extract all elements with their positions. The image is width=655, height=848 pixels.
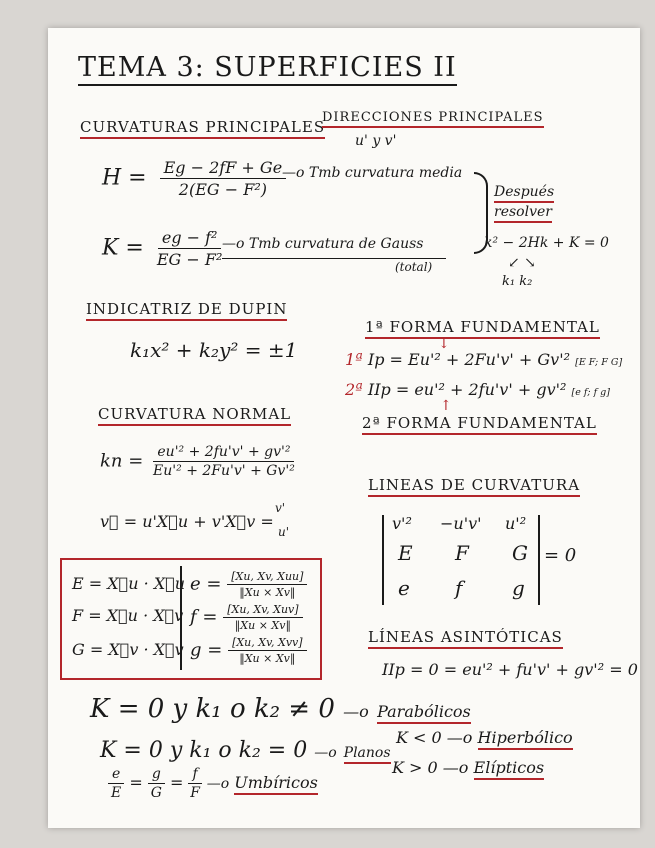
h-note-text: —o Tmb curvatura media [282,165,463,181]
coef-g-lhs: g = [190,639,223,661]
h-lhs: H = [102,165,147,191]
normal-heading [98,405,291,423]
first-form-heading-text: 1ª FORMA FUNDAMENTAL [365,318,600,339]
normal-denominator: Eu'² + 2Fu'v' + Gv'² [153,463,295,479]
det-r3c2: f [455,576,463,600]
despues-line1 [494,184,554,200]
coef-F: F = X⃗u · X⃗v [72,606,184,625]
det-r3c3: g [512,576,525,600]
dupin-heading-text: INDICATRIZ DE DUPIN [86,300,287,321]
coef-g [190,636,307,665]
first-form-arrow: ↓ [438,336,450,352]
parabolic-condition: K = 0 y k₁ o k₂ ≠ 0 [90,694,335,724]
curvaturas-heading [80,118,325,136]
coef-f-fraction [223,603,302,632]
direcciones-heading-text: DIRECCIONES PRINCIPALES [322,110,544,128]
normal-lhs: kn = [100,450,144,472]
umb-arrow: —o [206,776,230,792]
det-r1c1: v'² [392,514,412,533]
coef-G: G = X⃗v · X⃗v [72,640,184,659]
page-title-text: TEMA 3: SUPERFICIES II [78,52,457,86]
parabolic-arrow: —o [343,702,369,721]
umb-frac-f-num: f [188,766,201,784]
k-lhs: K = [102,235,144,261]
second-form-label: 2ª [345,380,363,399]
first-form-formula: Ip = Eu'² + 2Fu'v' + Gv'² [367,350,571,369]
second-form-heading-text: 2ª FORMA FUNDAMENTAL [362,414,597,435]
first-form-heading [365,318,600,336]
despues-line2-text: resolver [494,204,552,223]
normal-fraction [153,444,295,479]
first-form-label: 1ª [345,350,363,369]
vector-branch-bottom: u' [278,525,290,539]
det-r1c3: u'² [505,514,527,533]
normal-numerator: eu'² + 2fu'v' + gv'² [153,444,294,462]
coef-f-den: ‖Xu × Xv‖ [234,619,291,632]
coef-g-fraction [228,636,307,665]
h-formula [102,158,286,199]
umb-frac-f-den: F [190,785,200,801]
umb-frac-e-den: E [111,785,122,801]
direcciones-sub: u' y v' [355,133,397,149]
k-denominator: EG − F² [156,250,223,269]
hyperbolic-row [396,728,573,747]
vector-branch-top: v' [275,501,286,515]
asintoticas-heading-text: LÍNEAS ASINTÓTICAS [368,628,563,649]
planar-row [100,738,391,763]
elliptic-label: Elípticos [474,758,545,780]
coef-E: E = X⃗u · X⃗u [72,574,186,593]
page-title [78,52,457,83]
planar-label: Planos [344,745,391,764]
quadratic-equation: k² − 2Hk + K = 0 [484,235,609,251]
hyperbolic-condition: K < 0 —o [396,728,473,747]
det-right-bar [538,515,540,605]
h-numerator: Eg − 2fF + Ge [160,158,287,179]
parabolic-row [90,694,471,724]
k-note-underline [222,258,446,259]
coef-e-lhs: e = [190,573,222,595]
asintoticas-heading [368,628,563,646]
lineas-curvatura-heading [368,476,580,494]
coef-f-num: [Xu, Xv, Xuv] [223,603,302,618]
coef-f-lhs: f = [190,606,218,628]
coef-e-num: [Xu, Xv, Xuu] [227,570,307,585]
umbilic-label: Umbíricos [234,773,318,795]
coef-e-den: ‖Xu × Xv‖ [239,586,296,599]
umb-frac-g-num: g [148,766,165,784]
k-fraction [157,228,223,269]
det-r1c2: −u'v' [440,514,482,533]
lineas-curvatura-heading-text: LINEAS DE CURVATURA [368,476,580,497]
umb-frac-e-num: e [108,766,124,784]
parabolic-label: Parabólicos [377,702,471,724]
normal-formula [100,444,295,479]
h-denominator: 2(EG − F²) [178,180,267,199]
dupin-heading [86,300,287,318]
root-arrows: ↙ ↘ [508,255,536,271]
direcciones-heading [322,110,544,125]
roots: k₁ k₂ [502,274,533,289]
second-form-matrix: [e f; f g] [571,387,610,398]
det-r2c3: G [512,541,528,565]
coef-f [190,603,303,632]
det-r2c2: F [455,541,469,565]
det-equals: = 0 [544,545,577,566]
k-formula [102,228,222,269]
second-form-arrow: ↑ [440,398,452,414]
det-r3c1: e [398,576,410,600]
umb-frac-g-den: G [150,785,162,801]
k-note: —o Tmb curvatura de Gauss [222,236,424,252]
h-fraction [160,158,287,199]
umb-frac-g [148,766,165,801]
planar-arrow: —o [314,745,337,761]
hyperbolic-label: Hiperbólico [478,728,573,750]
coef-e [190,570,307,599]
coef-g-num: [Xu, Xv, Xvv] [228,636,307,651]
normal-heading-text: CURVATURA NORMAL [98,405,291,426]
second-form-heading [362,414,597,432]
umbilic-row [108,766,318,801]
det-r2c1: E [398,541,413,565]
coef-g-den: ‖Xu × Xv‖ [239,652,296,665]
coef-e-fraction [227,570,307,599]
despues-line1-text: Después [494,184,554,203]
curvaturas-heading-text: CURVATURAS PRINCIPALES [80,118,325,139]
umb-eq-1: = [129,773,143,792]
second-form-row [345,380,610,399]
despues-line2 [494,204,552,220]
asintoticas-formula: IIp = 0 = eu'² + fu'v' + gv'² = 0 [382,660,638,679]
umb-frac-f [188,766,201,801]
k-numerator: eg − f² [158,228,222,249]
elliptic-row [392,758,544,777]
h-note [282,165,462,181]
tangent-vector: v⃗ = u'X⃗u + v'X⃗v = [100,512,274,531]
first-form-row [345,350,622,369]
umb-frac-e [108,766,124,801]
planar-condition: K = 0 y k₁ o k₂ = 0 [100,738,308,763]
elliptic-condition: K > 0 —o [392,758,469,777]
first-form-matrix: [E F; F G] [575,357,623,368]
umb-eq-2: = [169,773,184,792]
k-note-total: (total) [395,260,433,274]
det-left-bar [382,515,384,605]
second-form-formula: IIp = eu'² + 2fu'v' + gv'² [367,380,567,399]
dupin-formula: k₁x² + k₂y² = ±1 [130,338,298,362]
